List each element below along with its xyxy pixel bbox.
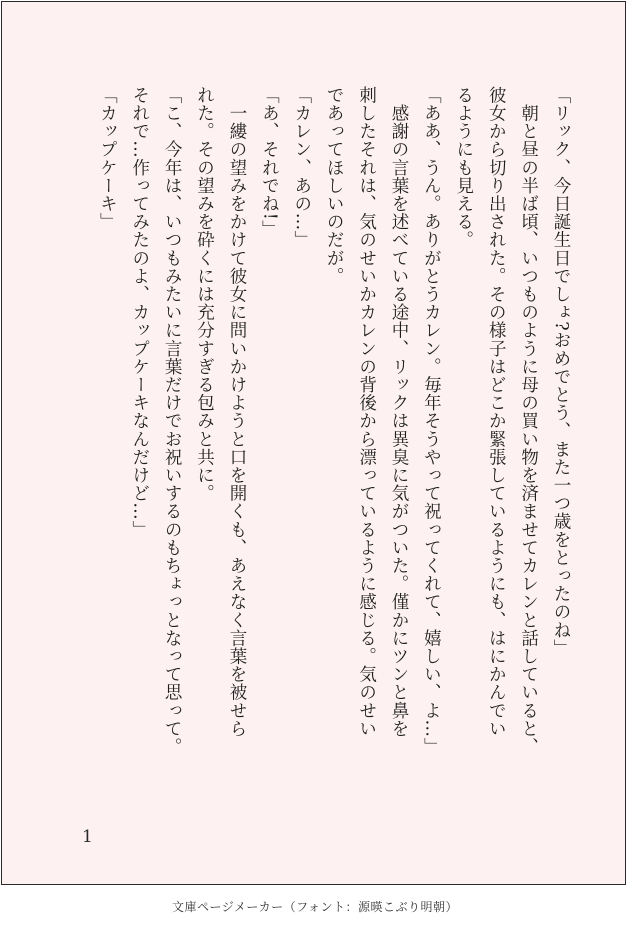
- text-line-9: 「カレン、あの…」: [291, 86, 312, 249]
- text-line-2: 朝と昼の半ば頃、いつものように母の買い物を済ませてカレンと話していると、: [518, 86, 539, 756]
- text-line-15: 「カップケーキ」: [97, 86, 118, 231]
- text-line-14: それで…作ってみたのよ、カップケーキなんだけど…」: [129, 86, 150, 539]
- text-line-6: 感謝の言葉を述べている途中、リックは異臭に気がついた。僅かにツンと鼻を: [388, 86, 409, 738]
- text-line-11: 一縷の望みをかけて彼女に問いかけようと口を開くも、あえなく言葉を被せら: [226, 86, 247, 738]
- text-line-1: 「リック、今日誕生日でしょ?おめでとう、また一つ歳をとったのね」: [551, 86, 571, 658]
- page-number: 1: [82, 827, 93, 847]
- text-line-8: であってほしいのだが。: [324, 86, 345, 286]
- text-line-7: 刺したそれは、気のせいかカレンの背後から漂っているように感じる。気のせい: [356, 86, 377, 738]
- text-line-10: 「あ、それでね!」: [259, 86, 280, 239]
- text-line-4: るようにも見える。: [453, 86, 474, 249]
- text-line-5: 「ああ、うん。ありがとうカレン。毎年そうやって祝ってくれて、嬉しい、よ…」: [421, 86, 442, 756]
- vertical-text-body: [91, 86, 577, 826]
- text-line-13: 「こ、今年は、いつもみたいに言葉だけでお祝いするのもちょっとなって思って。: [162, 86, 183, 756]
- text-line-3: 彼女から切り出された。その様子はどこか緊張しているようにも、はにかんでい: [486, 86, 507, 738]
- book-page: [1, 1, 626, 885]
- text-line-12: れた。その望みを砕くには充分すぎる包みと共に。: [194, 86, 215, 503]
- generator-caption: 文庫ページメーカー（フォント：源暎こぶり明朝）: [171, 900, 459, 914]
